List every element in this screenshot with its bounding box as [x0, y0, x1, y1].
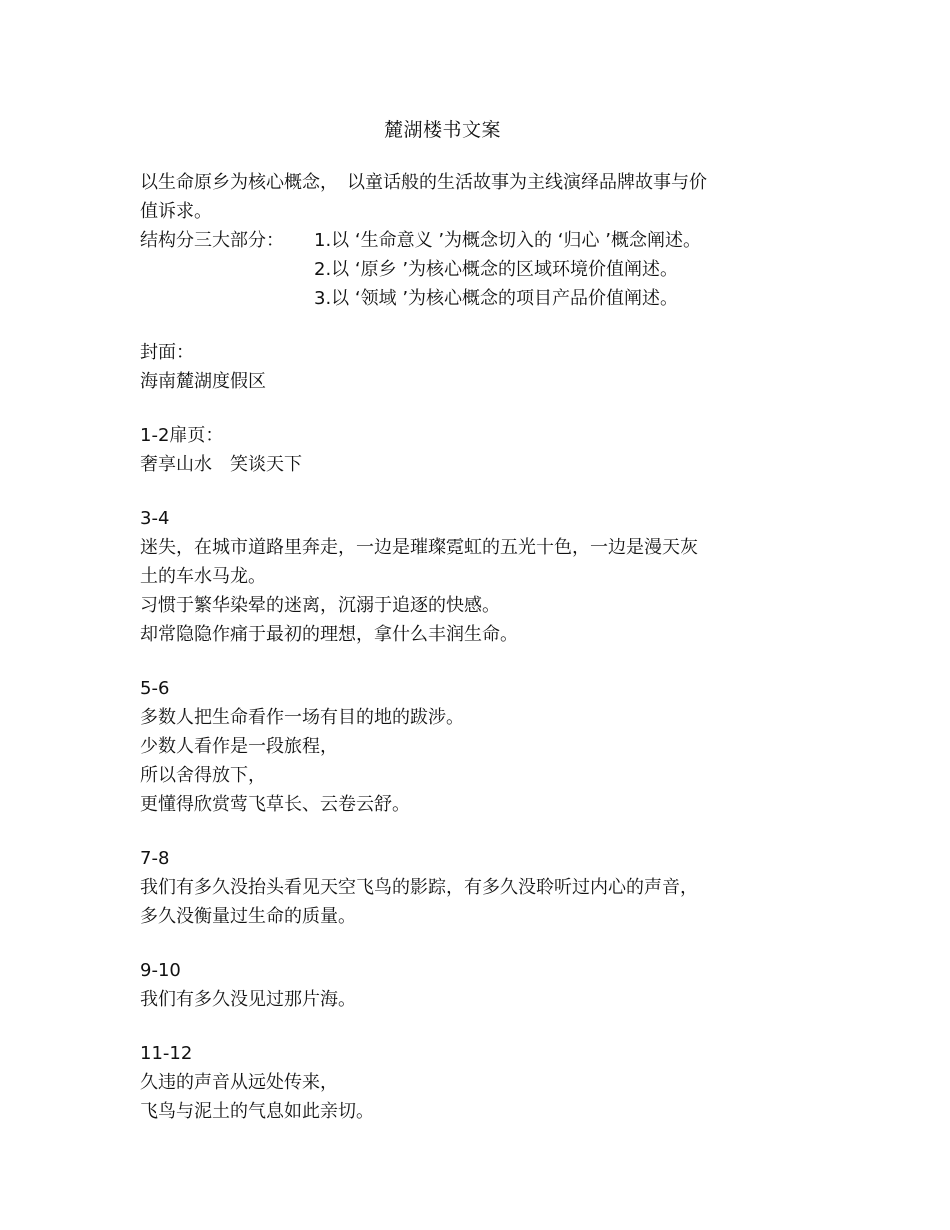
section-heading: 1-2扉页： — [140, 425, 224, 446]
section-line: 我们有多久没抬头看见天空飞鸟的影踪，有多久没聆听过内心的声音， — [140, 877, 698, 898]
section-cover — [140, 338, 800, 396]
section-line: 飞鸟与泥土的气息如此亲切。 — [140, 1101, 374, 1122]
section-5-6 — [140, 674, 800, 819]
section-line: 却常隐隐作痛于最初的理想，拿什么丰润生命。 — [140, 624, 518, 645]
section-line: 多久没衡量过生命的质量。 — [140, 906, 356, 927]
section-line: 奢享山水 笑谈天下 — [140, 454, 302, 475]
section-11-12 — [140, 1039, 800, 1126]
section-gap — [140, 1014, 800, 1039]
document-body — [140, 168, 800, 1126]
structure-item-1: 1.以 ‘生命意义 ’为概念切入的 ‘归心 ’概念阐述。 — [314, 230, 701, 251]
section-heading: 7-8 — [140, 848, 170, 869]
section-line: 海南麓湖度假区 — [140, 371, 266, 392]
structure-item-2: 2.以 ‘原乡 ’为核心概念的区域环境价值阐述。 — [314, 259, 679, 280]
section-line: 土的车水马龙。 — [140, 566, 266, 587]
section-1-2 — [140, 421, 800, 479]
section-7-8 — [140, 844, 800, 931]
section-line: 久违的声音从远处传来， — [140, 1072, 338, 1093]
section-line: 少数人看作是一段旅程， — [140, 736, 338, 757]
section-heading: 3-4 — [140, 508, 170, 529]
section-line: 更懂得欣赏莺飞草长、云卷云舒。 — [140, 794, 410, 815]
section-heading: 封面： — [140, 342, 194, 363]
section-heading: 9-10 — [140, 960, 181, 981]
section-gap — [140, 649, 800, 674]
section-line: 习惯于繁华染晕的迷离，沉溺于追逐的快感。 — [140, 595, 500, 616]
section-gap — [140, 819, 800, 844]
structure-row-1 — [140, 226, 800, 255]
section-gap — [140, 313, 800, 338]
section-3-4 — [140, 504, 800, 649]
section-line: 多数人把生命看作一场有目的地的跋涉。 — [140, 707, 464, 728]
section-line: 所以舍得放下， — [140, 765, 266, 786]
structure-item-3: 3.以 ‘领域 ’为核心概念的项目产品价值阐述。 — [314, 288, 679, 309]
section-9-10 — [140, 956, 800, 1014]
section-gap — [140, 479, 800, 504]
intro-line-1: 以生命原乡为核心概念， 以童话般的生活故事为主线演绎品牌故事与价 — [140, 172, 707, 193]
section-line: 我们有多久没见过那片海。 — [140, 989, 356, 1010]
structure-label: 结构分三大部分： — [140, 230, 284, 251]
intro-line-2: 值诉求。 — [140, 201, 212, 222]
section-heading: 5-6 — [140, 678, 170, 699]
section-heading: 11-12 — [140, 1043, 193, 1064]
section-gap — [140, 396, 800, 421]
section-line: 迷失，在城市道路里奔走，一边是璀璨霓虹的五光十色，一边是漫天灰 — [140, 537, 698, 558]
section-gap — [140, 931, 800, 956]
page-title: 麓湖楼书文案 — [383, 119, 501, 141]
